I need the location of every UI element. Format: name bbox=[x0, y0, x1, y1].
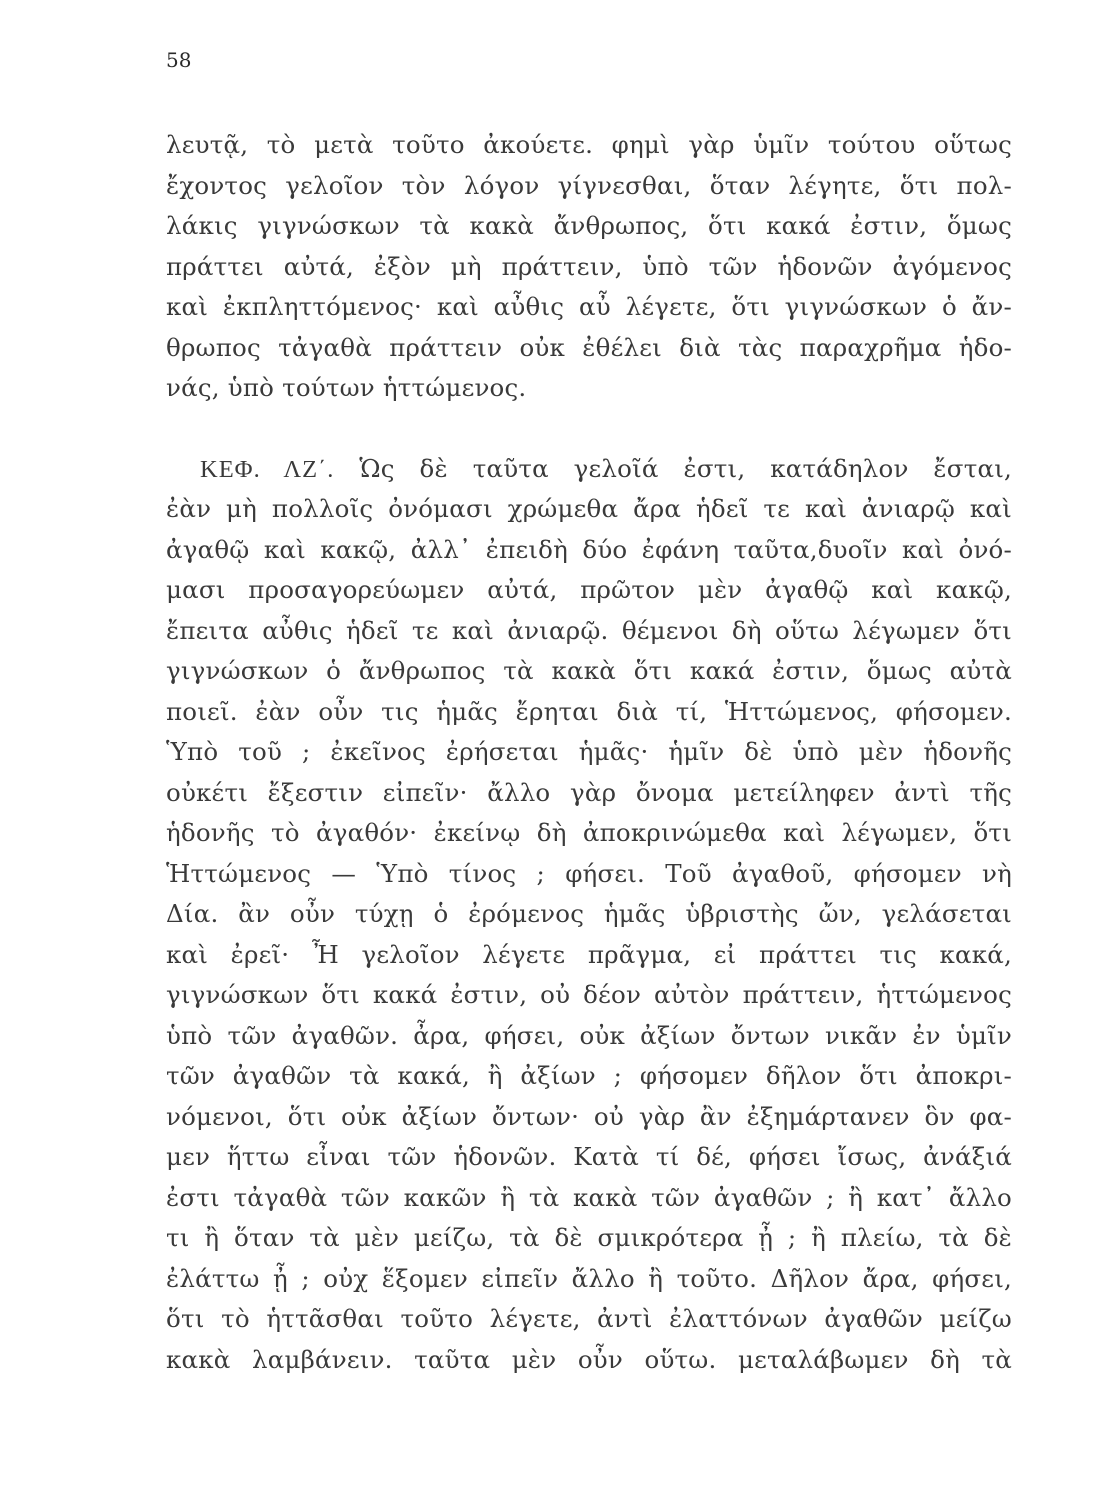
text-line: ἐστι τἀγαθὰ τῶν κακῶν ἢ τὰ κακὰ τῶν ἀγαθῶν ; ἢ κατ᾿ ἄλλο bbox=[166, 1182, 1012, 1212]
page-number: 58 bbox=[166, 48, 192, 72]
text-line: νάς, ὑπὸ τούτων ἡττώμενος. bbox=[166, 373, 527, 402]
text-line: μεν ἥττω εἶναι τῶν ἡδονῶν. Κατὰ τί δέ, φήσει ἴσως, ἀνάξιά bbox=[166, 1142, 1012, 1171]
text-line: ποιεῖ. ἐὰν οὖν τις ἡμᾶς ἔρηται διὰ τί, Ἡττώμενος, φήσομεν. bbox=[166, 696, 1012, 726]
text-line: θρωπος τἀγαθὰ πράττειν οὐκ ἐθέλει διὰ τὰς παραχρῆμα ἡδο- bbox=[166, 332, 1012, 362]
text-line: λάκις γιγνώσκων τὰ κακὰ ἄνθρωπος, ὅτι κακά ἐστιν, ὅμως bbox=[166, 211, 1012, 240]
text-line: πράττει αὐτά, ἐξὸν μὴ πράττειν, ὑπὸ τῶν ἡδονῶν ἀγόμενος bbox=[166, 251, 1012, 281]
text-line: καὶ ἐρεῖ· Ἦ γελοῖον λέγετε πρᾶγμα, εἰ πράττει τις κακά, bbox=[166, 939, 1012, 969]
paragraph-1 bbox=[166, 125, 1012, 409]
text-line: Δία. ἂν οὖν τύχῃ ὁ ἐρόμενος ἡμᾶς ὑβριστὴς ὤν, γελάσεται bbox=[166, 899, 1012, 928]
text-line: κακὰ λαμβάνειν. ταῦτα μὲν οὖν οὕτω. μεταλάβωμεν δὴ τὰ bbox=[166, 1344, 1012, 1374]
text-line: ἡδονῆς τὸ ἀγαθόν· ἐκείνῳ δὴ ἀποκρινώμεθα καὶ λέγωμεν, ὅτι bbox=[166, 818, 1012, 847]
text-line: οὐκέτι ἔξεστιν εἰπεῖν· ἄλλο γὰρ ὄνομα μετείληφεν ἀντὶ τῆς bbox=[166, 777, 1012, 807]
text-line: ὑπὸ τῶν ἀγαθῶν. ἆρα, φήσει, οὐκ ἀξίων ὄντων νικᾶν ἐν ὑμῖν bbox=[166, 1020, 1012, 1050]
text-line: γιγνώσκων ὅτι κακά ἐστιν, οὐ δέον αὐτὸν πράττειν, ἡττώμενος bbox=[166, 980, 1012, 1009]
chapter-heading: ΚΕΦ. ΛΖ΄. bbox=[200, 455, 335, 483]
text-line: ὅτι τὸ ἡττᾶσθαι τοῦτο λέγετε, ἀντὶ ἐλαττόνων ἀγαθῶν μείζω bbox=[166, 1304, 1012, 1333]
text-line: τι ἢ ὅταν τὰ μὲν μείζω, τὰ δὲ σμικρότερα ᾖ ; ἢ πλείω, τὰ δὲ bbox=[166, 1223, 1012, 1252]
body-text bbox=[166, 125, 1012, 1380]
text-line: ἔπειτα αὖθις ἡδεῖ τε καὶ ἀνιαρῷ. θέμενοι δὴ οὕτω λέγωμεν ὅτι bbox=[166, 615, 1012, 645]
text-line: Ἡττώμενος — Ὑπὸ τίνος ; φήσει. Τοῦ ἀγαθοῦ, φήσομεν νὴ bbox=[166, 858, 1012, 888]
paragraph-2 bbox=[166, 449, 1012, 1381]
text-line: ἔχοντος γελοῖον τὸν λόγον γίγνεσθαι, ὅταν λέγητε, ὅτι πολ- bbox=[166, 170, 1012, 200]
paragraph-gap bbox=[166, 409, 1012, 449]
text-line: Ὑπὸ τοῦ ; ἐκεῖνος ἐρήσεται ἡμᾶς· ἡμῖν δὲ ὑπὸ μὲν ἡδονῆς bbox=[166, 737, 1012, 766]
text-line: μασι προσαγορεύωμεν αὐτά, πρῶτον μὲν ἀγαθῷ καὶ κακῷ, bbox=[166, 575, 1012, 604]
text-line: τῶν ἀγαθῶν τὰ κακά, ἢ ἀξίων ; φήσομεν δῆλον ὅτι ἀποκρι- bbox=[166, 1061, 1012, 1090]
text-line: ἐὰν μὴ πολλοῖς ὀνόμασι χρώμεθα ἄρα ἡδεῖ τε καὶ ἀνιαρῷ καὶ bbox=[166, 494, 1012, 523]
text-line: λευτᾷ, τὸ μετὰ τοῦτο ἀκούετε. φημὶ γὰρ ὑμῖν τούτου οὕτως bbox=[166, 130, 1012, 159]
text-line: ἐλάττω ᾖ ; οὐχ ἕξομεν εἰπεῖν ἄλλο ἢ τοῦτο. Δῆλον ἄρα, φήσει, bbox=[166, 1263, 1012, 1293]
text-line: γιγνώσκων ὁ ἄνθρωπος τὰ κακὰ ὅτι κακά ἐστιν, ὅμως αὐτὰ bbox=[166, 656, 1012, 685]
text-line: καὶ ἐκπληττόμενος· καὶ αὖθις αὖ λέγετε, ὅτι γιγνώσκων ὁ ἄν- bbox=[166, 292, 1012, 321]
text-line: ἀγαθῷ καὶ κακῷ, ἀλλ᾿ ἐπειδὴ δύο ἐφάνη ταῦτα,δυοῖν καὶ ὀνό- bbox=[166, 534, 1012, 564]
chapter-first-line-text: Ὡς δὲ ταῦτα γελοῖά ἐστι, κατάδηλον ἔσται, bbox=[359, 453, 1012, 483]
chapter-first-line bbox=[166, 449, 1012, 490]
text-line: νόμενοι, ὅτι οὐκ ἀξίων ὄντων· οὐ γὰρ ἂν ἐξημάρτανεν ὃν φα- bbox=[166, 1101, 1012, 1131]
